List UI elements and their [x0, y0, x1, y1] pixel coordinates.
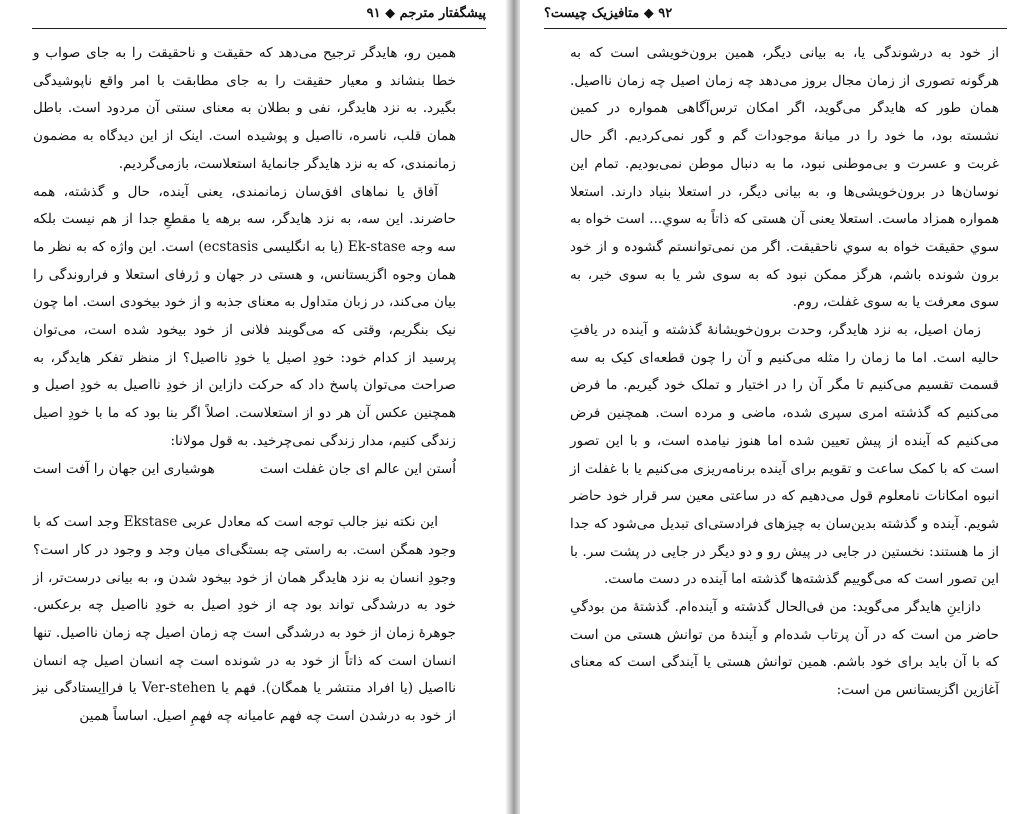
page-number: ۹۱ — [366, 6, 381, 21]
paragraph: دازاینِ هایدگر می‌گوید: من فی‌الحال گذشته و آینده‌ام. گذشتهٔ من بودگیِ حاضر من است که در آن پرتاب شده‌ام و آیندهٔ من توانش هستی من است که با آن باید برای خود باشم. همین توانش هستی یا آیندگی است که معنای آغازین اگزیستانس من است: — [570, 599, 999, 699]
right-page — [520, 0, 1031, 814]
left-page — [0, 0, 510, 814]
poem-verse — [33, 456, 456, 484]
left-page-header — [32, 6, 486, 28]
paragraph: آفاق یا نماهای افق‌سان زمانمندی، یعنی آینده، حال و گذشته، همه حاضرند. این سه، به نزد هایدگر، سه برهه یا مقطعِ جدا از هم نیست بلکه سه وجه Ek-stase (یا به انگلیسی ecstasis) است. این واژه که به نظر ما همان وجوه اگزیستانس، و هستی در جهان و ژرفای استعلا و فراروندگی را بیان می‌کند، در زبان متداول به معنای جذبه و از خود بیخودی است. اما چون نیک بنگریم، وقتی که می‌گویند فلانی از خود بیخود شده است، می‌توان پرسید از کدام خود: خودِ اصیل یا خودِ نااصیل؟ از منظر تفکر هایدگر، به صراحت می‌توان پاسخ داد که حرکت دازاین از خودِ نااصیل به خودِ اصیل و همچنین عکس آن هر دو از استعلاست. اصلاً اگر بنا بود که ما با خودِ اصیل زندگی کنیم، مدار زندگی نمی‌چرخید. به قول مولانا: — [33, 183, 457, 449]
paragraph: زمان اصیل، به نزد هایدگر، وحدت برون‌خویشانهٔ گذشته و آینده در یافتِ حالیه است. اما ما زمان را مثله می‌کنیم و آن را چون قطعه‌ای کیک به سه قسمت تقسیم می‌کنیم تا مگر آن را در اختیار و تملک خود گیریم. ما فرض می‌کنیم که گذشته امری سپری شده، ماضی و مرده است. همچنین فرض می‌کنیم که آینده از پیش تعیین شده اما هنوز نیامده است، و با این تصور است که با کمک ساعت و تقویم برای آینده برنامه‌ریزی می‌کنیم یا با غفلت از انبوه امکانات نامعلوم قول می‌دهیم که در ساعتی معین سر قرار خود حاضر شویم. آینده و گذشته بدین‌سان به چیزهای فرادستی‌ای تبدیل می‌شود که جدا از ما هستند: نخستین در جایی در پیش رو و دو دیگر در جایی در پشت سر. با این تصور است که می‌گوییم گذشته‌ها گذشته اما آینده در دست ماست. — [570, 322, 999, 588]
verse-second-hemistich: هوشیاری این جهان را آفت است — [33, 460, 215, 477]
header-rule — [544, 28, 1007, 29]
diamond-separator-icon: ◆ — [643, 6, 654, 21]
verse-first-hemistich: اُستن این عالم ای جان غفلت است — [259, 460, 456, 477]
header-rule — [32, 28, 486, 29]
right-page-body — [570, 40, 999, 705]
running-title — [367, 6, 486, 28]
left-page-body — [33, 40, 456, 731]
paragraph: این نکته نیز جالب توجه است که معادل عربی Ekstase وجد است که با وجود همگن است. به راستی چه بستگی‌ای میان وجد و وجود در کار است؟ وجودِ انسان به نزد هایدگر همان از خود بیخود شدن و، به بیانی درست‌تر، از خود به درشدگی تواند بود چه از خودِ اصیل به خودِ نااصیل چه برعکس. جوهرهٔ زمان از خود به درشدگی است چه زمان اصیل چه زمان نااصیل. تنها انسان است که ذاتاً از خود به در شونده است چه انسان اصیل چه انسان نااصیل (یا افراد منتشر یا همگان). فهم یا Ver-stehen یا فرااِیستادگی نیز از خود به درشدن است چه فهم عامیانه چه فهمِ اصیل. اساساً همین — [33, 514, 456, 725]
paragraph: از خود به درشوندگی یا، به بیانی دیگر، همین برون‌خویشی است که به هرگونه تصوری از زمان مجال بروز می‌دهد چه زمان اصیل چه زمان نااصیل. همان طور که هایدگر می‌گوید، اگر امکان ترس‌آگاهی همواره در کمین نشسته بود، ما خود را در میانهٔ موجودات گم و گور نمی‌کردیم. اگر حال غربت و عسرت و بی‌موطنی نبود، ما به دنبال موطن نمی‌بودیم. تمام این نوسان‌ها در برون‌خویشی‌ها و، به بیانی دیگر، در استعلا بنیاد دارند. استعلا همواره همزاد ماست. استعلا یعنی آن هستی که ذاتاً به سوي... است خواه به سوي حقیقت خواه به سوي ناحقیقت. اگر من نمی‌توانستم گشوده و از خود برون شونده باشم، هرگز ممکن نبود که به سوی شر یا به سوی خیر، به سوی معرفت یا به سوی غفلت، روم. — [570, 45, 999, 311]
header-title: پیشگفتار مترجم — [399, 6, 486, 21]
right-page-header — [544, 6, 1007, 28]
page-number: ۹۲ — [658, 6, 673, 21]
diamond-separator-icon: ◆ — [385, 6, 396, 21]
paragraph: همین رو، هایدگر ترجیح می‌دهد که حقیقت و ناحقیقت را به جای صواب و خطا بنشاند و معیار حقیقت را به جای مطابقت با امر واقع ناپوشیدگی بگیرد. به نزد هایدگر، نفی و بطلان به معنای سنتی آن مردود است. باطل همان قلب، ناسره، نااصیل و پوشیده است. اینک از این دیدگاه به مضمون زمانمندی، که به نزد هایدگر جانمایهٔ استعلاست، بازمی‌گردیم. — [33, 45, 456, 172]
running-title — [544, 6, 672, 28]
header-title: متافیزیک چیست؟ — [544, 6, 640, 21]
